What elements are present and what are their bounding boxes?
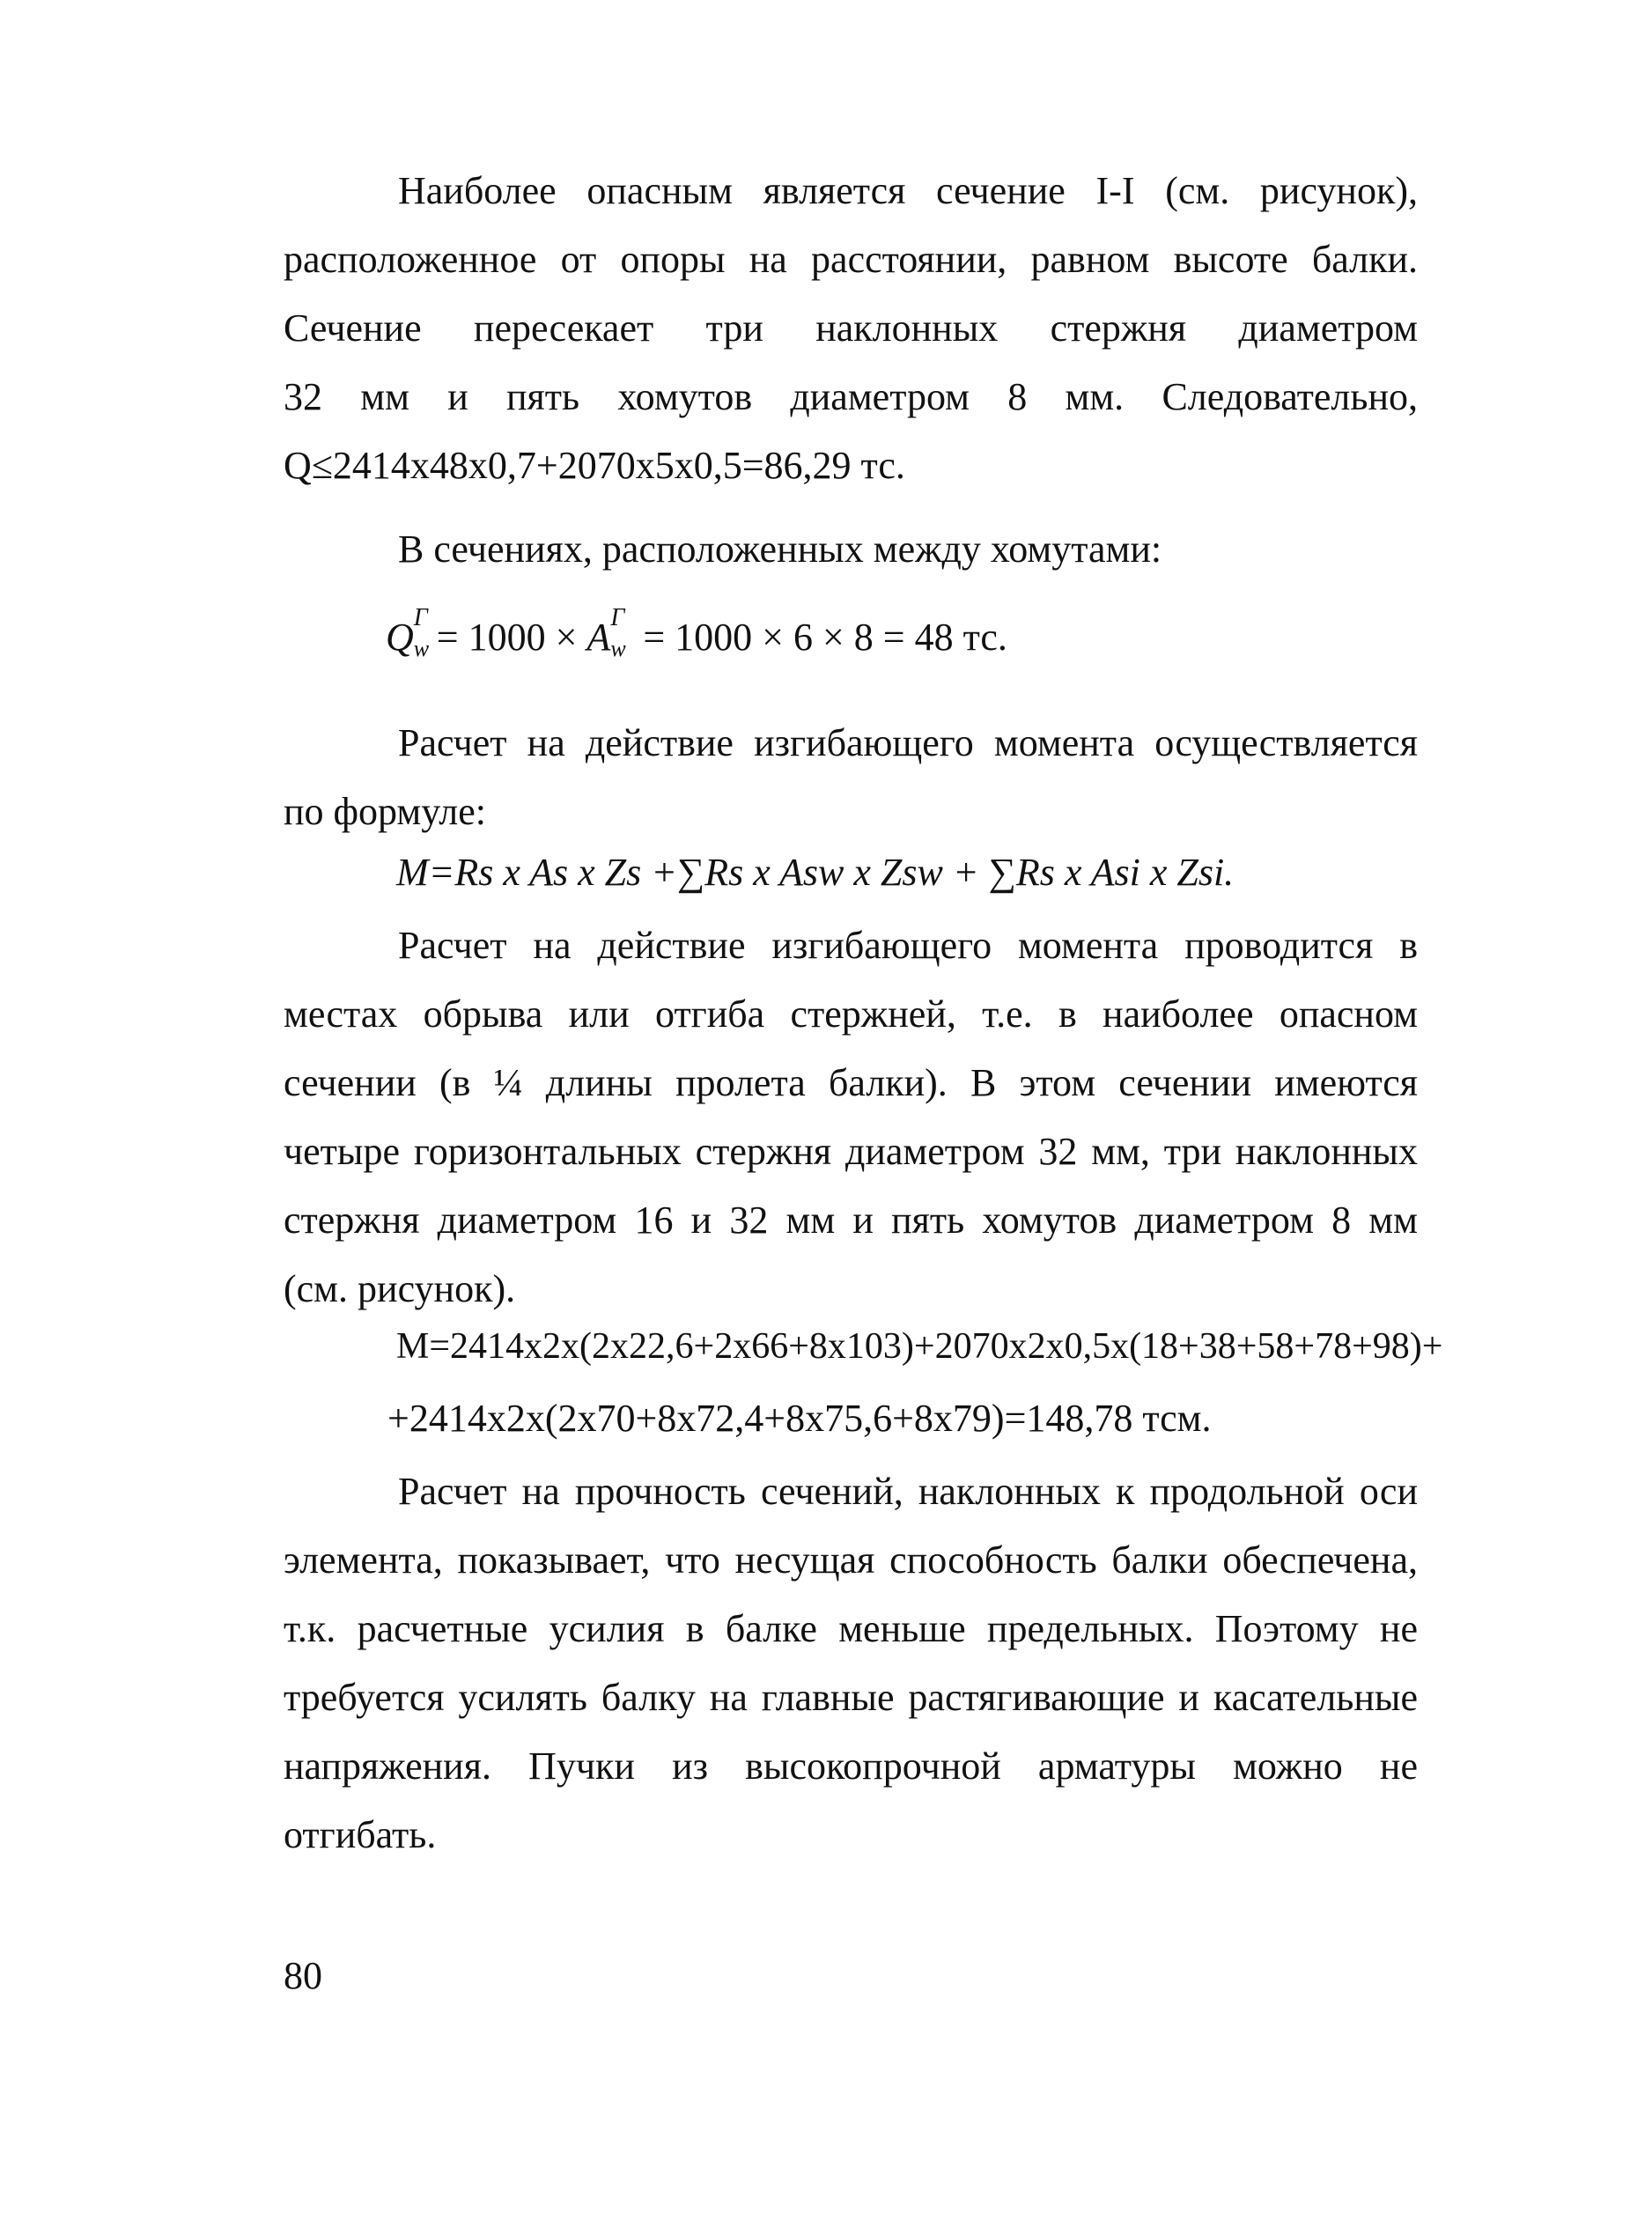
formula-sup: Г <box>610 603 625 631</box>
text-line: (см. рисунок). <box>284 1267 516 1310</box>
formula-sup: Г <box>413 603 428 631</box>
text-line: четыре горизонтальных стержня диаметром 32 мм, три наклонных <box>284 1130 1418 1173</box>
text-line: стержня диаметром 16 и 32 мм и пять хомутов диаметром 8 мм <box>284 1199 1418 1242</box>
formula-q-inline <box>284 431 1418 500</box>
formula-m-calc-line2 <box>387 1396 1212 1441</box>
text-line: отгибать. <box>284 1813 437 1856</box>
text-line: В сечениях, расположенных между хомутами: <box>398 527 1162 571</box>
formula-sub: w <box>413 635 430 661</box>
formula-eq1: = 1000 × <box>436 616 587 659</box>
paragraph-between-stirrups <box>284 515 1418 584</box>
formula-m-calc-text: M=2414x2x(2x22,6+2x66+8x103)+2070x2x0,5x(18+38+58+78+98)+ <box>396 1326 1443 1367</box>
paragraph-moment-calculation <box>284 911 1418 1324</box>
page-number: 80 <box>284 1954 322 1997</box>
paragraph-moment-formula-intro <box>284 709 1418 846</box>
formula-aw-indices <box>610 603 633 661</box>
formula-eq2: = 1000 × 6 × 8 = 48 тс. <box>633 616 1007 659</box>
paragraph-strength-conclusion <box>284 1457 1418 1870</box>
text-line: напряжения. Пучки из высокопрочной арматуры можно не <box>284 1744 1418 1788</box>
text-line: элемента, показывает, что несущая способность балки обеспечена, <box>284 1538 1418 1582</box>
formula-m-text: M=Rs x As x Zs +∑Rs x Asw x Zsw + ∑Rs x Asi x Zsi. <box>396 851 1235 894</box>
text-line: 32 мм и пять хомутов диаметром 8 мм. Следовательно, <box>284 375 1418 418</box>
text-line: т.к. расчетные усилия в балке меньше предельных. Поэтому не <box>284 1607 1418 1650</box>
text-line: Расчет на прочность сечений, наклонных к продольной оси <box>398 1470 1418 1513</box>
text-line: по формуле: <box>284 790 487 833</box>
formula-q-text: Q≤2414x48x0,7+2070x5x0,5=86,29 тс. <box>284 444 905 487</box>
text-line: требуется усилять балку на главные растягивающие и касательные <box>284 1676 1418 1719</box>
text-line: местах обрыва или отгиба стержней, т.е. в наиболее опасном <box>284 992 1418 1036</box>
formula-m-calc-text: +2414x2x(2x70+8x72,4+8x75,6+8x79)=148,78 тсм. <box>387 1397 1212 1440</box>
formula-symbol-q: Q <box>386 616 414 659</box>
text-line: Наиболее опасным является сечение I-I (см. рисунок), <box>398 169 1418 212</box>
text-line: сечении (в ¼ длины пролета балки). В этом сечении имеются <box>284 1061 1418 1104</box>
text-line: Сечение пересекает три наклонных стержня диаметром <box>284 306 1418 350</box>
text-line: Расчет на действие изгибающего момента осуществляется <box>398 721 1418 764</box>
text-line: расположенное от опоры на расстоянии, равном высоте балки. <box>284 238 1418 281</box>
formula-m <box>396 850 1234 895</box>
formula-qw <box>386 603 1007 661</box>
text-line: Расчет на действие изгибающего момента проводится в <box>398 924 1418 967</box>
formula-qw-indices <box>413 603 437 661</box>
formula-symbol-a: A <box>586 616 611 659</box>
paragraph-dangerous-section <box>284 157 1418 500</box>
formula-sub: w <box>610 635 626 661</box>
formula-m-calc-line1 <box>396 1325 1442 1368</box>
